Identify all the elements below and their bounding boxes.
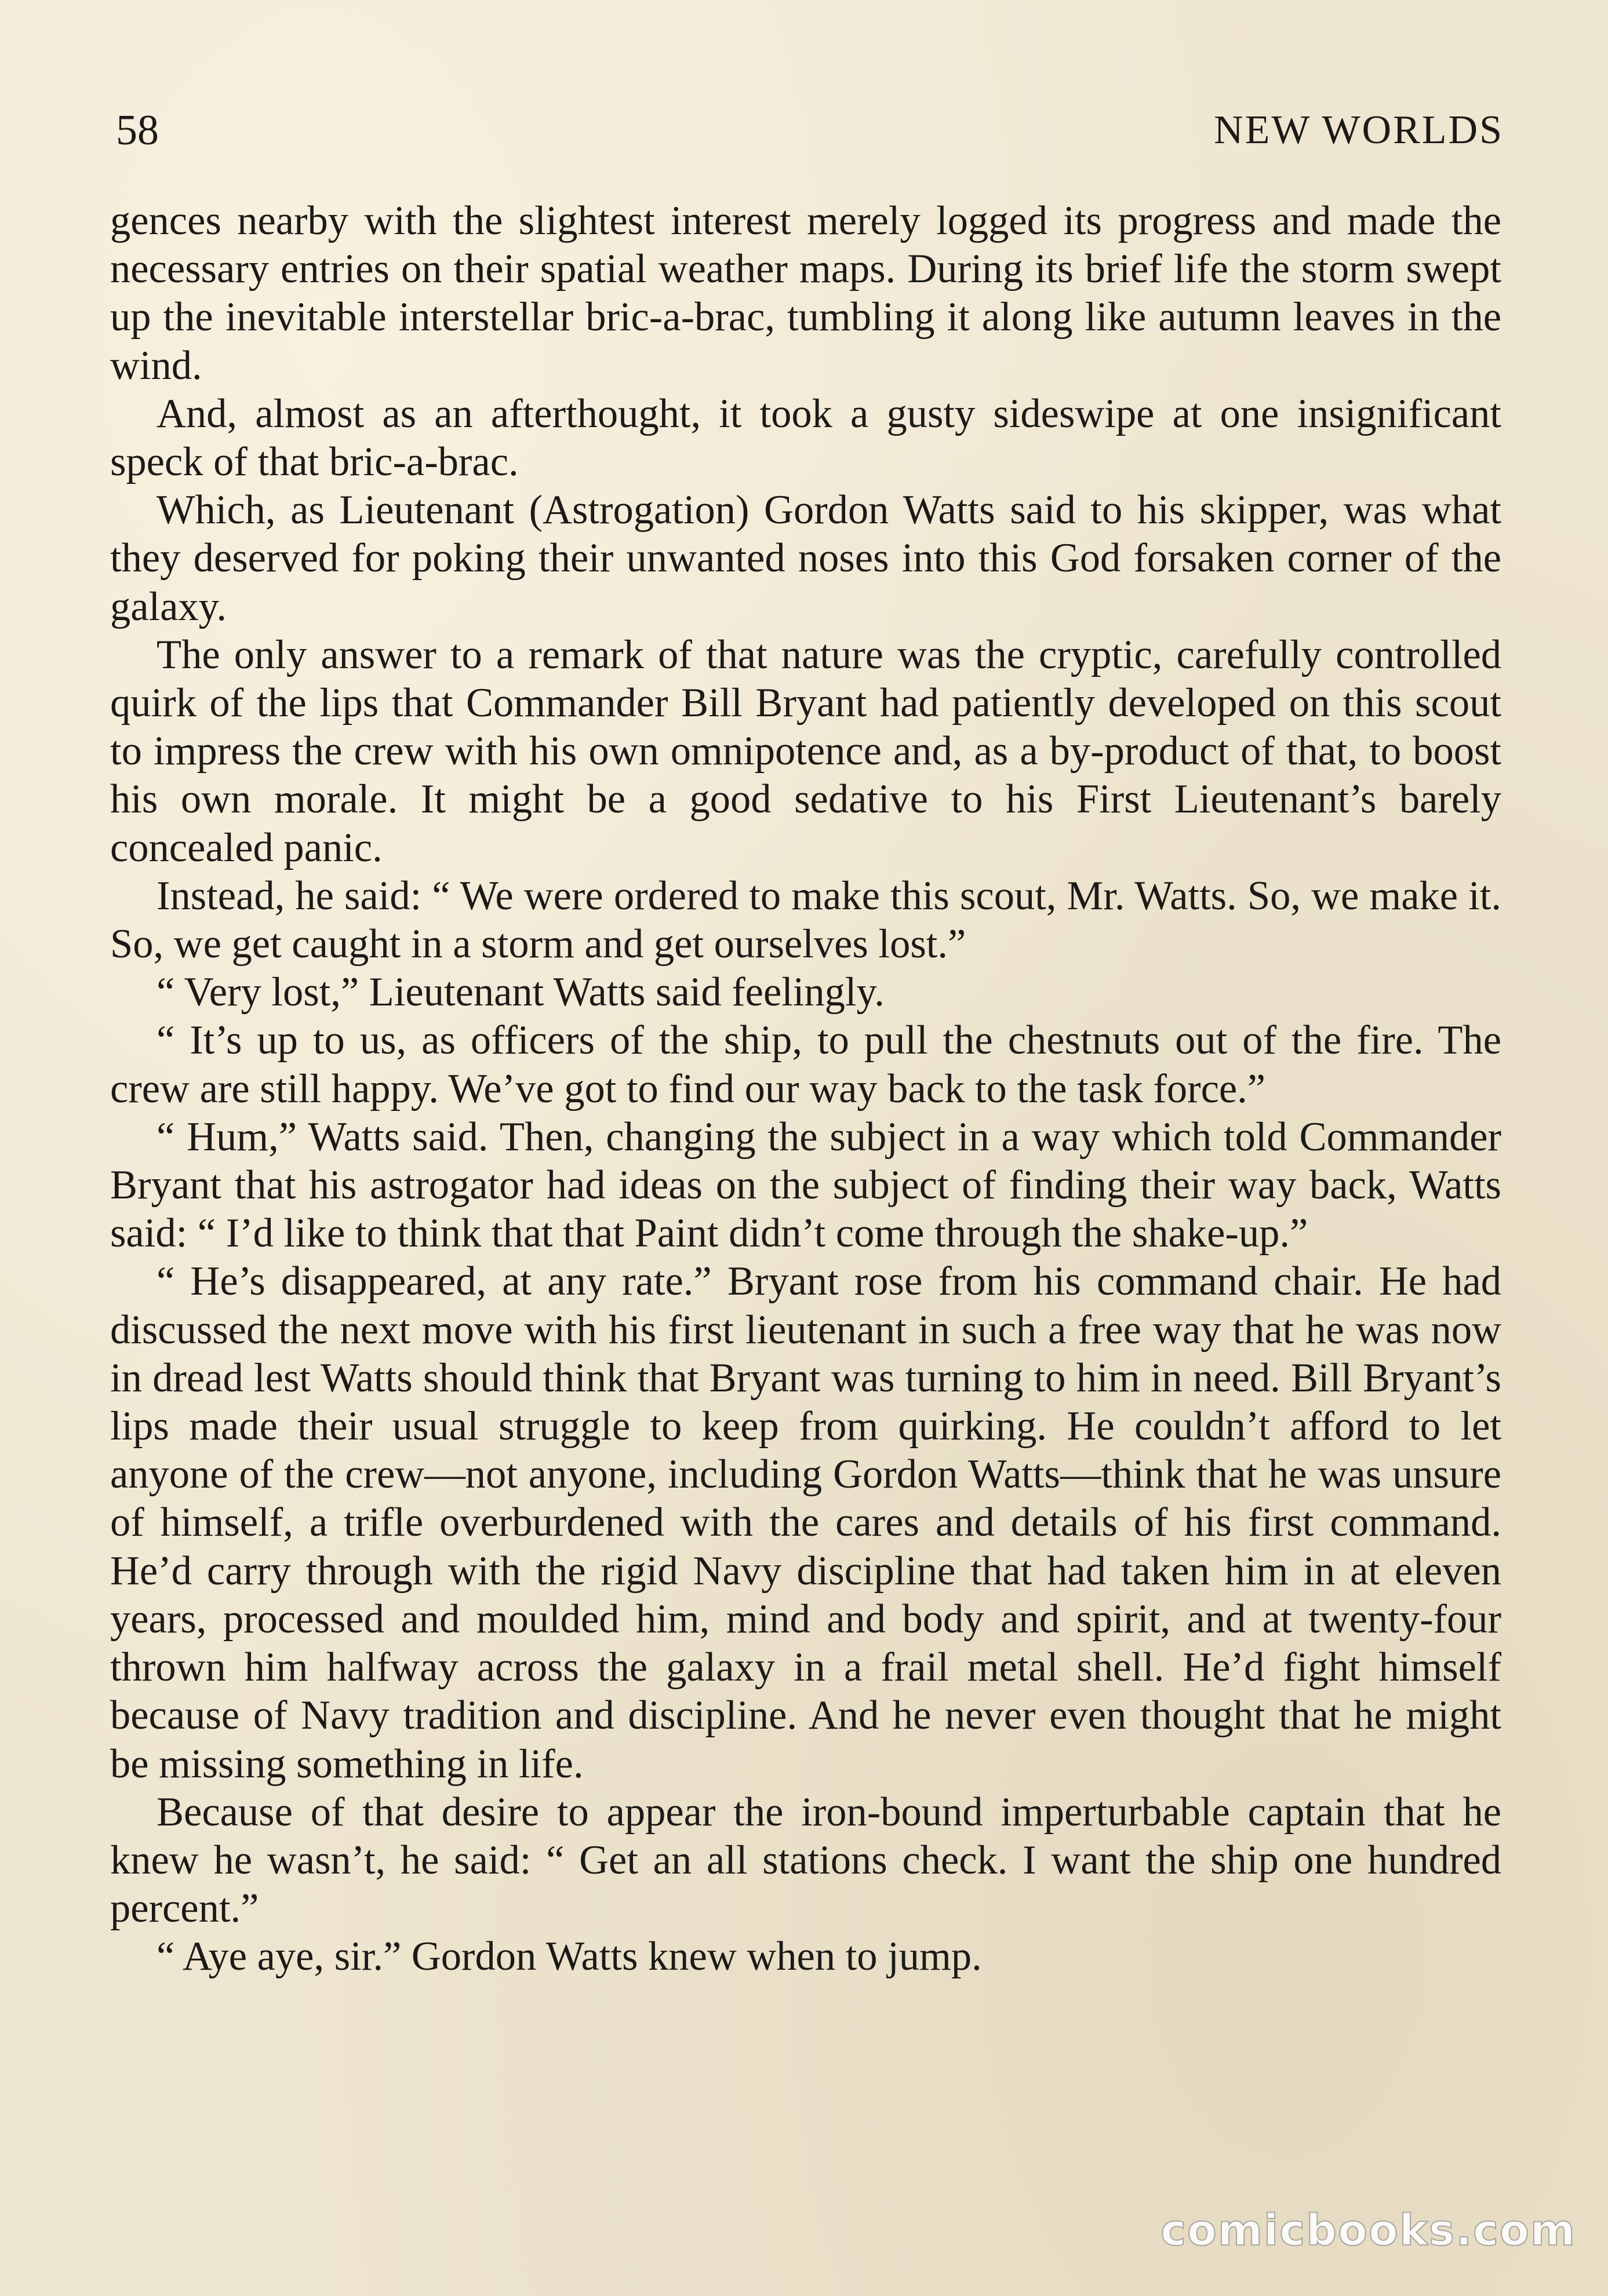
paragraph: Instead, he said: “ We were ordered to make this scout, Mr. Watts. So, we make it. So, we get caught in a storm and get ourselves lost.” <box>110 873 1501 967</box>
paragraph: “ It’s up to us, as officers of the ship, to pull the chestnuts out of the fire. The crew are still happy. We’ve got to find our way back to the task force.” <box>110 1018 1501 1111</box>
paragraph: “ Very lost,” Lieutenant Watts said feelingly. <box>157 970 885 1015</box>
paragraph: “ He’s disappeared, at any rate.” Bryant rose from his command chair. He had discussed the next move with his first lieutenant in such a free way that he was now in dread lest Watts should think that Bryant was turning to him in need. Bill Bryant’s lips made their usual struggle to keep from quirking. He couldn’t afford to let anyone of the crew—not anyone, including Gordon Watts—think that he was unsure of himself, a trifle overburdened with the cares and details of his first command. He’d carry through with the rigid Navy discipline that had taken him in at eleven years, processed and moulded him, mind and body and spirit, and at twenty-four thrown him halfway across the galaxy in a frail metal shell. He’d fight himself because of Navy tradition and discipline. And he never even thought that he might be missing something in life. <box>110 1259 1501 1787</box>
paragraph: And, almost as an afterthought, it took a gusty sideswipe at one insignificant speck of that bric-a-brac. <box>110 391 1501 485</box>
paragraph: The only answer to a remark of that nature was the cryptic, carefully controlled quirk of the lips that Commander Bill Bryant had patiently developed on this scout to impress the crew with his own omnipotence and, as a by-product of that, to boost his own morale. It might be a good sedative to his First Lieutenant’s barely concealed panic. <box>110 632 1501 870</box>
page-number: 58 <box>116 107 159 154</box>
page-header <box>116 99 1504 162</box>
paragraph: gences nearby with the slightest interest merely logged its progress and made the necessary entries on their spatial weather maps. During its brief life the storm swept up the inevitable interstellar bric-a-brac, tumbling it along like autumn leaves in the wind. <box>110 198 1501 388</box>
paragraph: “ Aye aye, sir.” Gordon Watts knew when to jump. <box>157 1934 982 1980</box>
watermark: comicbooks.com <box>1160 2206 1576 2255</box>
paragraph: Because of that desire to appear the iron-bound imperturbable captain that he knew he wasn’t, he said: “ Get an all stations check. I want the ship one hundred percent.” <box>110 1789 1501 1931</box>
body-text <box>110 197 1501 1981</box>
running-head: NEW WORLDS <box>1214 108 1504 152</box>
paragraph: Which, as Lieutenant (Astrogation) Gordon Watts said to his skipper, was what they deserved for poking their unwanted noses into this God forsaken corner of the galaxy. <box>110 487 1501 629</box>
paragraph: “ Hum,” Watts said. Then, changing the subject in a way which told Commander Bryant that his astrogator had ideas on the subject of finding their way back, Watts said: “ I’d like to think that that Paint didn’t come through the shake-up.” <box>110 1114 1501 1256</box>
